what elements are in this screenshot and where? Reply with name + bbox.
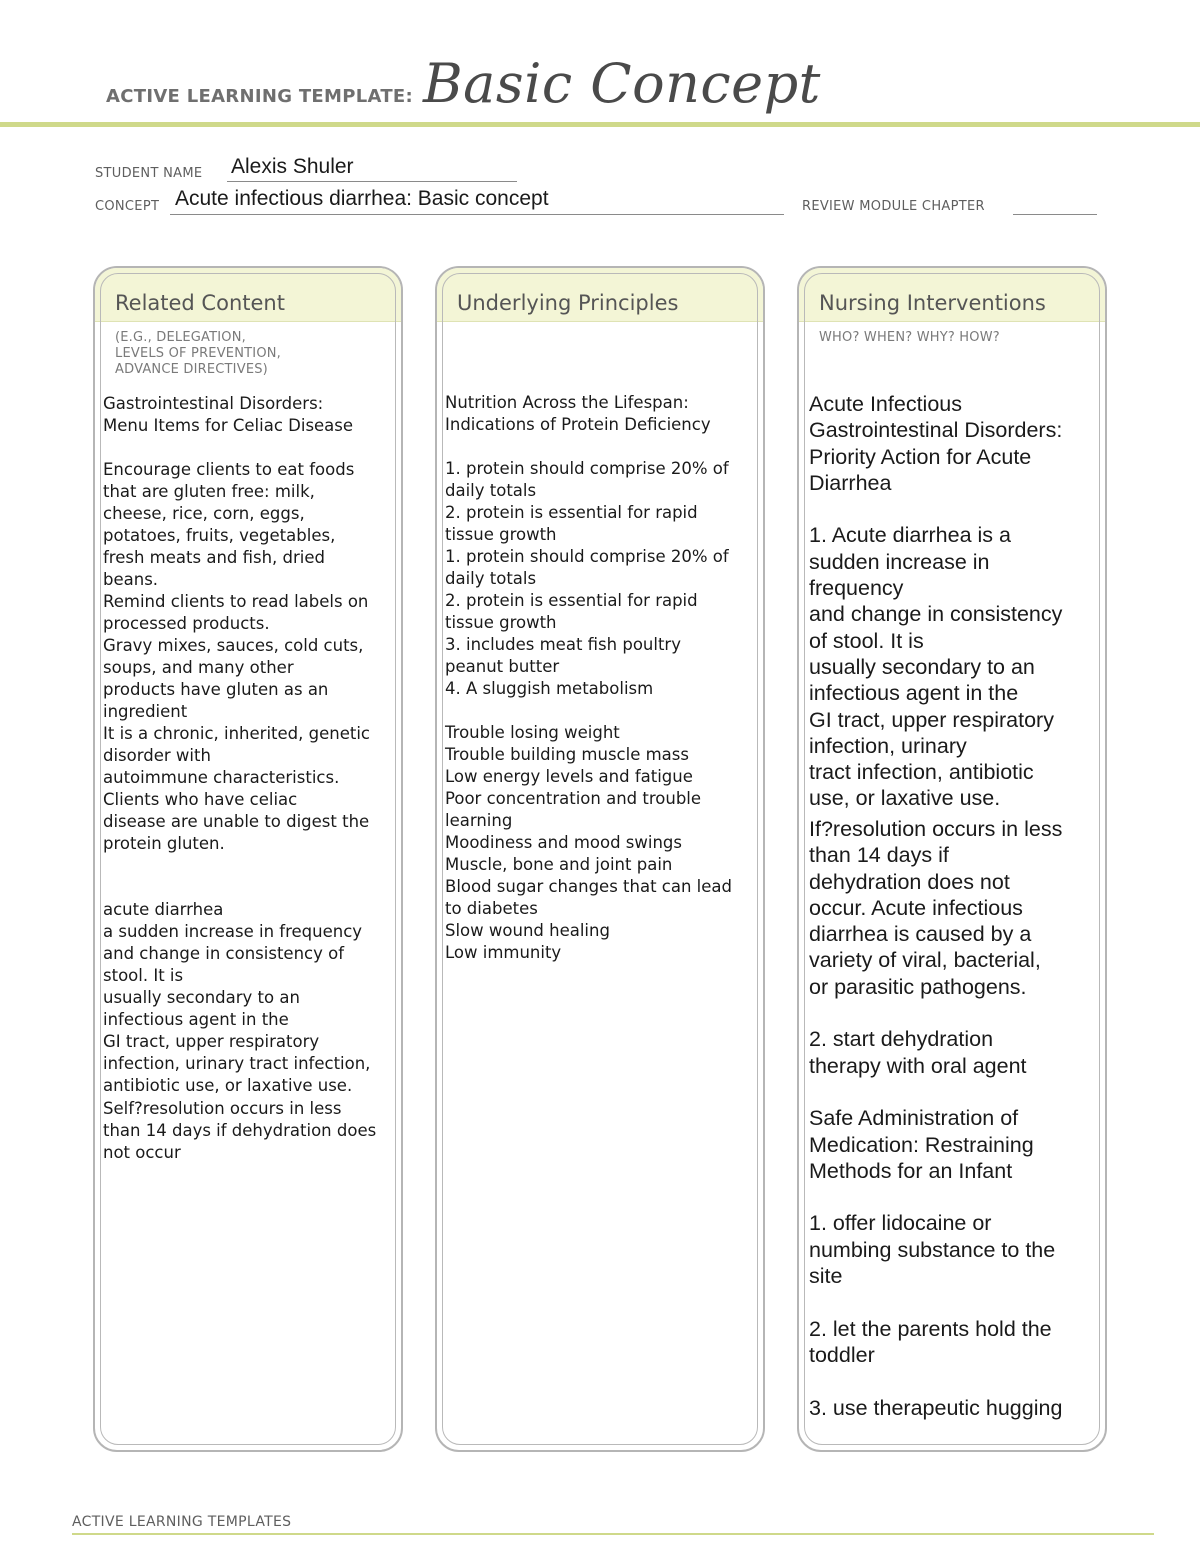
footer-label: ACTIVE LEARNING TEMPLATES bbox=[72, 1514, 292, 1530]
concept-label: CONCEPT bbox=[95, 199, 160, 214]
review-module-field[interactable] bbox=[1013, 214, 1097, 215]
template-title bbox=[106, 52, 821, 122]
student-name-line bbox=[227, 181, 517, 182]
related-content-text-tail[interactable]: Self?resolution occurs in less than 14 days if dehydration does not occur bbox=[103, 1099, 377, 1162]
related-content-title: Related Content bbox=[115, 291, 285, 315]
related-content-text[interactable]: Gastrointestinal Disorders: Menu Items for Celiac Disease Encourage clients to eat foods that are gluten free: milk, cheese, rice, corn, eggs, potatoes, fruits, vegetables, fresh meats and fish, dried beans. Remind clients to read labels on processed products. Gravy mixes, sauces, cold cuts, soups, and many other products have gluten as an ingredient It is a chronic, inherited, genetic disorder with autoimmune characteristics. Clients who have celiac disease are unable to digest the protein gluten. acute diarrhea a sudden increase in frequency and change in consistency of stool. It is usually secondary to an infectious agent in the GI tract, upper respiratory infection, urinary tract infection, antibiotic use, or laxative use. bbox=[103, 394, 371, 1095]
nursing-interventions-text[interactable]: Acute Infectious Gastrointestinal Disorders: Priority Action for Acute Diarrhea 1. Acute diarrhea is a sudden increase in frequency and change in consistency of stool. It is usually secondary to an infectious agent in the GI tract, upper respiratory infection, urinary tract infection, antibiotic use, or laxative use. bbox=[809, 392, 1063, 811]
related-content-hint: (E.G., DELEGATION, LEVELS OF PREVENTION, ADVANCE DIRECTIVES) bbox=[115, 330, 282, 377]
nursing-interventions-header bbox=[799, 268, 1105, 322]
student-name-label: STUDENT NAME bbox=[95, 166, 203, 181]
nursing-interventions-text-tail[interactable]: If?resolution occurs in less than 14 days if dehydration does not occur. Acute infectious diarrhea is caused by a variety of viral, bacterial, or parasitic pathogens. 2. start dehydration therapy with oral agent Safe Administration of Medication: Restraining Methods for an Infant 1. offer lidocaine or numbing substance to the site 2. let the parents hold the toddler 3. use therapeutic hugging bbox=[809, 817, 1063, 1420]
title-divider bbox=[0, 122, 1200, 127]
nursing-interventions-title: Nursing Interventions bbox=[819, 291, 1046, 315]
concept-line bbox=[170, 214, 784, 215]
review-module-label: REVIEW MODULE CHAPTER bbox=[802, 199, 985, 214]
underlying-principles-header bbox=[437, 268, 763, 322]
template-label: ACTIVE LEARNING TEMPLATE: bbox=[106, 86, 413, 107]
underlying-principles-box bbox=[435, 266, 765, 1452]
nursing-interventions-hint: WHO? WHEN? WHY? HOW? bbox=[819, 330, 1000, 345]
template-name: Basic Concept bbox=[423, 52, 821, 115]
underlying-principles-text[interactable]: Nutrition Across the Lifespan: Indications of Protein Deficiency 1. protein should comprise 20% of daily totals 2. protein is essential for rapid tissue growth 1. protein should comprise 20% of daily totals 2. protein is essential for rapid tissue growth 3. includes meat fish poultry peanut butter 4. A sluggish metabolism Trouble losing weight Trouble building muscle mass Low energy levels and fatigue Poor concentration and trouble learning Moodiness and mood swings Muscle, bone and joint pain Blood sugar changes that can lead to diabetes Slow wound healing Low immunity bbox=[445, 393, 733, 962]
nursing-interventions-box bbox=[797, 266, 1107, 1452]
related-content-header bbox=[95, 268, 401, 322]
underlying-principles-title: Underlying Principles bbox=[457, 291, 679, 315]
student-name-field[interactable]: Alexis Shuler bbox=[231, 155, 354, 178]
concept-field[interactable]: Acute infectious diarrhea: Basic concept bbox=[175, 187, 549, 210]
footer-divider bbox=[72, 1533, 1154, 1535]
related-content-box bbox=[93, 266, 403, 1452]
